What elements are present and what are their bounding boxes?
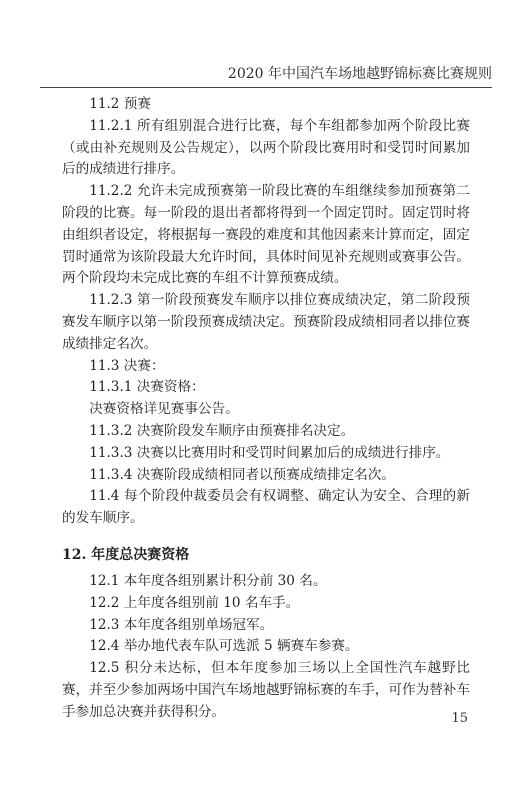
item-12-3: 12.3 本年度各组别单场冠军。 [89, 616, 274, 633]
page-body [62, 94, 470, 724]
paragraph-11-2-2: 11.2.2 允许未完成预赛第一阶段比赛的车组继续参加预赛第二阶段的比赛。每一阶段的退出者都将得到一个固定罚时。固定罚时将由组织者设定，将根据每一赛段的难度和其他因素来计算而定，固定罚时通常为该阶段最大允许时间，具体时间见补充规则或赛事公告。两个阶段均未完成比赛的车组不计算预赛成绩。 [62, 183, 470, 287]
header-rule [40, 87, 492, 88]
paragraph-11-3-1: 11.3.1 决赛资格： [89, 379, 205, 396]
section-12-heading: 12. 年度总决赛资格 [62, 546, 190, 563]
item-12-5: 12.5 积分未达标，但本年度参加三场以上全国性汽车越野比赛，并至少参加两场中国汽车场地越野锦标赛的车手，可作为替补车手参加总决赛并获得积分。 [62, 660, 470, 720]
paragraph-11-3-4: 11.3.4 决赛阶段成绩相同者以预赛成绩排定名次。 [89, 466, 396, 483]
running-header: 2020 年中国汽车场地越野锦标赛比赛规则 [227, 66, 492, 82]
paragraph-11-4: 11.4 每个阶段仲裁委员会有权调整、确定认为安全、合理的新的发车顺序。 [62, 488, 470, 527]
item-12-2: 12.2 上年度各组别前 10 名车手。 [89, 594, 300, 611]
heading-11-2: 11.2 预赛 [89, 96, 151, 112]
paragraph-11-2-1: 11.2.1 所有组别混合进行比赛，每个车组都参加两个阶段比赛（或由补充规则及公告规定），以两个阶段比赛用时和受罚时间累加后的成绩进行排序。 [62, 117, 470, 178]
page-number: 15 [451, 711, 468, 726]
item-12-1: 12.1 本年度各组别累计积分前 30 名。 [89, 572, 327, 589]
paragraph-11-3-3: 11.3.3 决赛以比赛用时和受罚时间累加后的成绩进行排序。 [89, 444, 450, 461]
heading-11-3: 11.3 决赛： [89, 357, 165, 374]
paragraph-11-2-3: 11.2.3 第一阶段预赛发车顺序以排位赛成绩决定，第二阶段预赛发车顺序以第一阶段预赛成绩决定。预赛阶段成绩相同者以排位赛成绩排定名次。 [62, 292, 470, 352]
paragraph-11-3-2: 11.3.2 决赛阶段发车顺序由预赛排名决定。 [89, 422, 355, 439]
item-12-4: 12.4 举办地代表车队可选派 5 辆赛车参赛。 [89, 638, 359, 655]
paragraph-final-qualification: 决赛资格详见赛事公告。 [89, 401, 239, 418]
